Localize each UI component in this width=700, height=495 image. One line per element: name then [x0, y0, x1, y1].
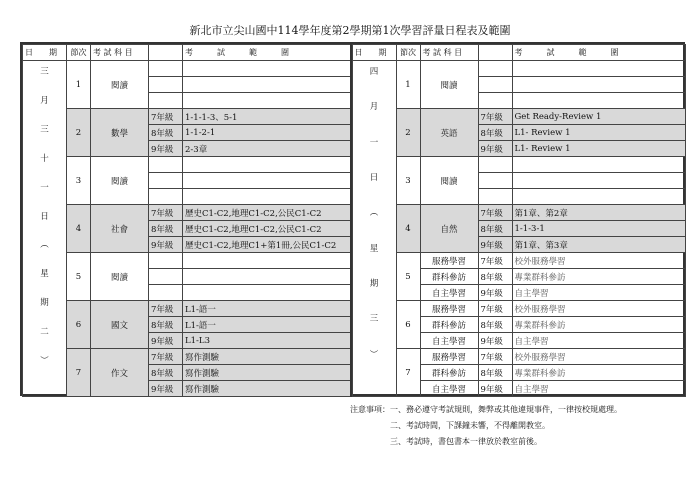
grade: [478, 77, 512, 93]
table-row: [352, 61, 685, 77]
date-char: 二: [40, 327, 49, 338]
grade: [478, 93, 512, 109]
grade: [149, 189, 183, 205]
grade: 8年級: [478, 221, 512, 237]
period-number: 1: [396, 61, 420, 109]
exam-range: 自主學習: [512, 381, 685, 397]
date-char: 月: [369, 102, 379, 113]
date-char: 月: [40, 95, 49, 106]
table-row: [352, 157, 685, 173]
grade: [478, 61, 512, 77]
exam-range: 1-1-2-1: [183, 125, 351, 141]
grade: 8年級: [478, 365, 512, 381]
exam-range: L1-L3: [183, 333, 351, 349]
exam-range: [512, 77, 685, 93]
grade: [149, 269, 183, 285]
exam-range: L1- Review 1: [512, 125, 685, 141]
exam-range: L1-語一: [183, 301, 351, 317]
grade: 8年級: [149, 125, 183, 141]
grade: 7年級: [478, 109, 512, 125]
table-row: [23, 157, 351, 173]
grade: [149, 93, 183, 109]
period-number: 7: [396, 349, 420, 397]
table-row: [23, 301, 351, 317]
grade: [149, 157, 183, 173]
grade: 8年級: [149, 365, 183, 381]
grade: 8年級: [478, 125, 512, 141]
subject: 國文: [91, 301, 149, 349]
subject: 數學: [91, 109, 149, 157]
exam-range: [512, 189, 685, 205]
period-number: 5: [67, 253, 91, 301]
subject: 閱讀: [420, 157, 478, 205]
grade: 9年級: [478, 285, 512, 301]
date-char: 星: [40, 269, 49, 280]
exam-range: [512, 173, 685, 189]
grade: 7年級: [149, 349, 183, 365]
date-char: 期: [40, 298, 49, 309]
header-subject: 考 試 科 目: [420, 45, 478, 61]
exam-range: 1-1-1-3、5-1: [183, 109, 351, 125]
grade: 9年級: [149, 237, 183, 253]
schedule-table: [20, 42, 685, 396]
exam-range: [183, 285, 351, 301]
exam-range: [183, 93, 351, 109]
subject: 閱讀: [91, 157, 149, 205]
notes: [350, 402, 622, 450]
period-number: 5: [396, 253, 420, 301]
table-row: [352, 253, 685, 269]
date-char: 一: [40, 182, 49, 193]
date-char: 三: [40, 124, 49, 135]
date-cell: [352, 61, 396, 397]
exam-range: 第1章、第2章: [512, 205, 685, 221]
grade: 8年級: [149, 317, 183, 333]
grade: 7年級: [149, 109, 183, 125]
date-char: 期: [369, 278, 379, 289]
date-char: 十: [40, 153, 49, 164]
period-number: 6: [396, 301, 420, 349]
period-number: 4: [67, 205, 91, 253]
grade: 9年級: [478, 333, 512, 349]
date-char: 一: [369, 137, 379, 148]
grade: 9年級: [478, 141, 512, 157]
header-grade: [149, 45, 183, 61]
subject: 閱讀: [91, 253, 149, 301]
period-number: 4: [396, 205, 420, 253]
grade: 8年級: [478, 269, 512, 285]
date-char: ︵: [40, 240, 49, 251]
exam-range: 校外服務學習: [512, 253, 685, 269]
period-number: 7: [67, 349, 91, 397]
exam-range: [512, 157, 685, 173]
table-row: [352, 349, 685, 365]
table-row: [23, 61, 351, 77]
date-char: ︵: [369, 208, 379, 219]
date-char: 三: [369, 314, 379, 325]
grade: 9年級: [149, 141, 183, 157]
grade: [149, 77, 183, 93]
exam-range: 2-3章: [183, 141, 351, 157]
subject: 群科參訪: [420, 365, 478, 381]
header-subject: 考 試 科 目: [91, 45, 149, 61]
exam-range: L1-語一: [183, 317, 351, 333]
subject: 英語: [420, 109, 478, 157]
table-row: [23, 253, 351, 269]
subject: 作文: [91, 349, 149, 397]
grade: 7年級: [478, 349, 512, 365]
grade: [149, 61, 183, 77]
exam-range: L1- Review 1: [512, 141, 685, 157]
period-number: 3: [67, 157, 91, 205]
exam-range: [183, 173, 351, 189]
exam-range: 專業群科參訪: [512, 269, 685, 285]
subject: 閱讀: [420, 61, 478, 109]
exam-range: [183, 61, 351, 77]
header-period: 節次: [396, 45, 420, 61]
exam-range: [183, 253, 351, 269]
grade: 8年級: [149, 221, 183, 237]
grade: [478, 173, 512, 189]
grade: 7年級: [478, 253, 512, 269]
table-row: [352, 205, 685, 221]
date-char: ︶: [40, 356, 49, 367]
exam-range: [512, 61, 685, 77]
grade: [478, 189, 512, 205]
subject: 自主學習: [420, 285, 478, 301]
exam-range: 專業群科參訪: [512, 365, 685, 381]
date-char: 星: [369, 243, 379, 254]
grade: [478, 157, 512, 173]
grade: [149, 173, 183, 189]
grade: 7年級: [478, 205, 512, 221]
grade: 7年級: [149, 205, 183, 221]
grade: 7年級: [478, 301, 512, 317]
subject: 服務學習: [420, 301, 478, 317]
note-3: 三、考試時，書包書本一律放於教室前後。: [390, 437, 542, 446]
exam-range: [512, 93, 685, 109]
exam-range: 寫作測驗: [183, 365, 351, 381]
date-char: 四: [369, 67, 379, 77]
exam-range: 第1章、第3章: [512, 237, 685, 253]
date-char: ︶: [369, 349, 379, 360]
exam-range: 自主學習: [512, 333, 685, 349]
header-period: 節次: [67, 45, 91, 61]
table-row: [23, 349, 351, 365]
grade: [149, 253, 183, 269]
subject: 群科參訪: [420, 269, 478, 285]
exam-range: 歷史C1-C2,地理C1-C2,公民C1-C2: [183, 221, 351, 237]
grade: 9年級: [149, 381, 183, 397]
exam-range: 歷史C1-C2,地理C1+第1冊,公民C1-C2: [183, 237, 351, 253]
grade: 9年級: [478, 237, 512, 253]
note-1: 注意事項：一、務必遵守考試規則，舞弊或其他違規事件，一律按校規處理。: [350, 405, 622, 414]
grade: 8年級: [478, 317, 512, 333]
note-2: 二、考試時間，下課鐘未響，不得離開教室。: [390, 421, 550, 430]
date-char: 三: [40, 67, 49, 77]
table-row: [23, 205, 351, 221]
period-number: 6: [67, 301, 91, 349]
exam-range: 校外服務學習: [512, 349, 685, 365]
period-number: 1: [67, 61, 91, 109]
grade: [149, 285, 183, 301]
exam-range: [183, 269, 351, 285]
period-number: 2: [396, 109, 420, 157]
exam-range: 寫作測驗: [183, 349, 351, 365]
grade: 9年級: [149, 333, 183, 349]
grade: 7年級: [149, 301, 183, 317]
subject: 自然: [420, 205, 478, 253]
header-date: 日 期: [23, 45, 67, 61]
subject: 自主學習: [420, 381, 478, 397]
header-range: 考 試 範 圍: [183, 45, 351, 61]
exam-range: 校外服務學習: [512, 301, 685, 317]
exam-range: Get Ready-Review 1: [512, 109, 685, 125]
subject: 閱讀: [91, 61, 149, 109]
exam-range: 歷史C1-C2,地理C1-C2,公民C1-C2: [183, 205, 351, 221]
subject: 服務學習: [420, 349, 478, 365]
table-row: [352, 109, 685, 125]
subject: 服務學習: [420, 253, 478, 269]
schedule-left-day: [22, 44, 352, 397]
exam-range: [183, 189, 351, 205]
header-grade: [478, 45, 512, 61]
exam-range: 自主學習: [512, 285, 685, 301]
header-date: 日 期: [352, 45, 396, 61]
date-char: 日: [369, 172, 379, 183]
exam-range: 寫作測驗: [183, 381, 351, 397]
subject: 自主學習: [420, 333, 478, 349]
header-range: 考 試 範 圍: [512, 45, 685, 61]
schedule-right-day: [352, 44, 686, 397]
exam-range: 專業群科參訪: [512, 317, 685, 333]
table-row: [352, 301, 685, 317]
period-number: 3: [396, 157, 420, 205]
grade: 9年級: [478, 381, 512, 397]
date-cell: [23, 61, 67, 397]
subject: 群科參訪: [420, 317, 478, 333]
date-char: 日: [40, 211, 49, 222]
period-number: 2: [67, 109, 91, 157]
exam-range: [183, 157, 351, 173]
exam-range: 1-1-3-1: [512, 221, 685, 237]
page-title: 新北市立尖山國中114學年度第2學期第1次學習評量日程表及範圍: [189, 24, 511, 37]
exam-range: [183, 77, 351, 93]
subject: 社會: [91, 205, 149, 253]
table-row: [23, 109, 351, 125]
